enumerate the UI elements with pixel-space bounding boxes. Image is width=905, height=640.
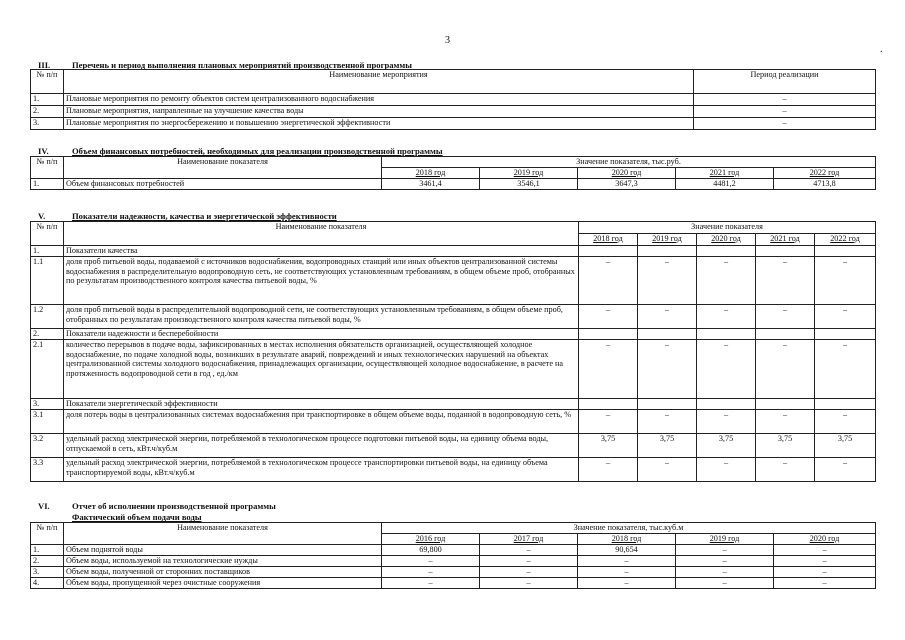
row-value: 3461,4 xyxy=(382,179,480,190)
year-header: 2022 год xyxy=(774,168,876,179)
section-6-title: Отчет об исполнении производственной программы xyxy=(72,501,276,511)
section-6-number: VI. xyxy=(38,501,50,511)
row-value: – xyxy=(579,257,638,305)
row-period: – xyxy=(694,118,876,130)
row-name: Плановые мероприятия, направленные на улучшение качества воды xyxy=(64,106,694,118)
year-header: 2019 год xyxy=(638,234,697,246)
row-value: – xyxy=(578,578,676,589)
row-num: 4. xyxy=(31,578,64,589)
header-value: Значение показателя, тыс.руб. xyxy=(382,157,876,168)
row-value: – xyxy=(815,305,876,329)
row-num: 3. xyxy=(31,118,64,130)
section-6-subtitle xyxy=(72,512,202,522)
row-value: – xyxy=(578,556,676,567)
year-header: 2020 год xyxy=(578,168,676,179)
row-value: 3,75 xyxy=(815,434,876,458)
row-value: 4713,8 xyxy=(774,179,876,190)
row-name: Плановые мероприятия по ремонту объектов систем централизованного водоснабжения xyxy=(64,94,694,106)
row-value: – xyxy=(756,340,815,399)
table-row xyxy=(31,567,876,578)
row-value: – xyxy=(382,567,480,578)
row-num: 1.1 xyxy=(31,257,64,305)
row-num: 1. xyxy=(31,545,64,556)
table-row xyxy=(31,545,876,556)
row-value: 90,654 xyxy=(578,545,676,556)
row-value: – xyxy=(480,567,578,578)
header-name: Наименование показателя xyxy=(64,222,579,246)
row-value: 4481,2 xyxy=(676,179,774,190)
row-value: – xyxy=(480,556,578,567)
row-value: – xyxy=(676,567,774,578)
section-6-table xyxy=(30,522,876,589)
row-value: – xyxy=(774,578,876,589)
year-header: 2018 год xyxy=(578,534,676,545)
row-value: – xyxy=(638,458,697,482)
table-row xyxy=(31,106,876,118)
year-header: 2019 год xyxy=(480,168,578,179)
table-row xyxy=(31,118,876,130)
row-value: – xyxy=(774,556,876,567)
row-value: 3,75 xyxy=(756,434,815,458)
row-value: – xyxy=(638,410,697,434)
row-num: 3.2 xyxy=(31,434,64,458)
section-3-table xyxy=(30,69,876,130)
row-num: 2. xyxy=(31,329,64,340)
year-header: 2018 год xyxy=(579,234,638,246)
year-header: 2022 год xyxy=(815,234,876,246)
year-header: 2020 год xyxy=(697,234,756,246)
row-value: 3,75 xyxy=(579,434,638,458)
row-name: удельный расход электрической энергии, потребляемой в технологическом процессе подготовки питьевой воды, на единицу объема воды, отпускаемой в сеть, кВт.ч/куб.м xyxy=(64,434,579,458)
row-num: 2. xyxy=(31,106,64,118)
row-value: – xyxy=(697,340,756,399)
group-row xyxy=(31,399,876,410)
header-num: № п/п xyxy=(31,157,64,179)
row-value: 3,75 xyxy=(638,434,697,458)
header-name: Наименование показателя xyxy=(64,157,382,179)
table-header-row xyxy=(31,157,876,168)
row-value: – xyxy=(480,545,578,556)
section-6-subtitle-text: Фактический объем подачи воды xyxy=(72,512,202,522)
table-header-row xyxy=(31,70,876,94)
table-row xyxy=(31,578,876,589)
row-value: – xyxy=(774,545,876,556)
group-row xyxy=(31,246,876,257)
table-row xyxy=(31,305,876,329)
row-num: 1. xyxy=(31,246,64,257)
row-name: количество перерывов в подаче воды, зафиксированных в местах исполнения обязательств организацией, осуществляющей холодное водоснабжение, по подаче холодной воды, возникших в результате аварий, повреждений и иных технологических нарушений на объектах централизованной системы холодного водоснабжения, принадлежащих организации, осуществляющей холодное водоснабжение, в расчете на протяженность водопроводной сети в год , ед./км xyxy=(64,340,579,399)
row-value: – xyxy=(638,257,697,305)
section-5-heading xyxy=(38,211,337,221)
row-value: – xyxy=(815,410,876,434)
table-row xyxy=(31,257,876,305)
section-5-table xyxy=(30,221,876,482)
row-value: – xyxy=(382,578,480,589)
row-value: 3647,3 xyxy=(578,179,676,190)
row-value: – xyxy=(815,257,876,305)
row-value: – xyxy=(382,556,480,567)
row-period: – xyxy=(694,106,876,118)
row-value: – xyxy=(756,410,815,434)
row-name: Объем воды, используемой на технологические нужды xyxy=(64,556,382,567)
section-3-title: Перечень и период выполнения плановых мероприятий производственной программы xyxy=(72,60,412,70)
row-value: – xyxy=(815,458,876,482)
row-value: – xyxy=(676,545,774,556)
section-4-heading xyxy=(38,146,443,156)
row-value: – xyxy=(579,458,638,482)
row-value: – xyxy=(697,257,756,305)
table-row xyxy=(31,434,876,458)
row-name: доля проб питьевой воды, подаваемой с источников водоснабжения, водопроводных станций или иных объектов централизованной системы водоснабжения в распределительную водопроводную сеть, не соответствующих установленным требованиям, в общем объеме проб, отобранных по результатам производственного контроля качества питьевой воды, % xyxy=(64,257,579,305)
row-name: Плановые мероприятия по энергосбережению и повышению энергетической эффективности xyxy=(64,118,694,130)
header-num: № п/п xyxy=(31,70,64,94)
section-6-heading xyxy=(38,501,276,511)
row-value: – xyxy=(756,458,815,482)
group-row xyxy=(31,329,876,340)
row-period: – xyxy=(694,94,876,106)
row-name: доля проб питьевой воды в распределительной водопроводной сети, не соответствующих установленным требованиям, в общем объеме проб, отобранных по результатам производственного контроля качества питьевой воды, % xyxy=(64,305,579,329)
row-value: – xyxy=(480,578,578,589)
year-header: 2016 год xyxy=(382,534,480,545)
section-5-title: Показатели надежности, качества и энергетической эффективности xyxy=(72,211,337,221)
row-name: доля потерь воды в централизованных системах водоснабжения при транспортировке в общем объеме воды, поданной в водопроводную сеть, % xyxy=(64,410,579,434)
table-row xyxy=(31,94,876,106)
year-header: 2021 год xyxy=(756,234,815,246)
row-name: Показатели качества xyxy=(64,246,579,257)
header-value: Значение показателя, тыс.куб.м xyxy=(382,523,876,534)
page-number: 3 xyxy=(445,35,450,46)
row-value: – xyxy=(697,305,756,329)
table-row xyxy=(31,458,876,482)
row-value: – xyxy=(676,556,774,567)
header-num: № п/п xyxy=(31,523,64,545)
table-header-row xyxy=(31,523,876,534)
row-num: 3. xyxy=(31,399,64,410)
row-value: – xyxy=(676,578,774,589)
row-name: Объем поднятой воды xyxy=(64,545,382,556)
section-3-number: III. xyxy=(38,60,51,70)
table-row xyxy=(31,179,876,190)
section-4-table xyxy=(30,156,876,190)
row-num: 3.3 xyxy=(31,458,64,482)
header-period: Период реализации xyxy=(694,70,876,94)
row-num: 1. xyxy=(31,94,64,106)
row-num: 1.2 xyxy=(31,305,64,329)
row-value: – xyxy=(756,305,815,329)
row-value: – xyxy=(579,305,638,329)
table-row xyxy=(31,410,876,434)
row-value: – xyxy=(578,567,676,578)
row-num: 3.1 xyxy=(31,410,64,434)
row-name: Объем воды, пропущенной через очистные сооружения xyxy=(64,578,382,589)
row-value: 3,75 xyxy=(697,434,756,458)
row-value: – xyxy=(697,458,756,482)
year-header: 2018 год xyxy=(382,168,480,179)
header-name: Наименование показателя xyxy=(64,523,382,545)
year-header: 2021 год xyxy=(676,168,774,179)
row-value: – xyxy=(579,340,638,399)
row-num: 3. xyxy=(31,567,64,578)
table-row xyxy=(31,556,876,567)
table-header-row xyxy=(31,222,876,234)
row-value: – xyxy=(579,410,638,434)
table-row xyxy=(31,340,876,399)
header-value: Значение показателя xyxy=(579,222,876,234)
row-value: 3546,1 xyxy=(480,179,578,190)
section-5-number: V. xyxy=(38,211,46,221)
row-value: – xyxy=(756,257,815,305)
section-4-number: IV. xyxy=(38,146,49,156)
row-name: удельный расход электрической энергии, потребляемой в технологическом процессе транспортировки питьевой воды, на единицу объема транспортируемой воды, кВт.ч/куб.м xyxy=(64,458,579,482)
section-4-title: Объем финансовых потребностей, необходимых для реализации производственной программы xyxy=(72,146,443,156)
year-header: 2017 год xyxy=(480,534,578,545)
header-name: Наименование мероприятия xyxy=(64,70,694,94)
row-value: – xyxy=(815,340,876,399)
row-value: – xyxy=(638,305,697,329)
row-name: Объем финансовых потребностей xyxy=(64,179,382,190)
year-header: 2020 год xyxy=(774,534,876,545)
row-value: – xyxy=(697,410,756,434)
page-mark: . xyxy=(880,44,883,55)
row-value: – xyxy=(638,340,697,399)
row-name: Показатели надежности и бесперебойности xyxy=(64,329,579,340)
header-num: № п/п xyxy=(31,222,64,246)
row-name: Показатели энергетической эффективности xyxy=(64,399,579,410)
row-num: 2.1 xyxy=(31,340,64,399)
row-value: – xyxy=(774,567,876,578)
row-num: 1. xyxy=(31,179,64,190)
row-num: 2. xyxy=(31,556,64,567)
row-value: 69,800 xyxy=(382,545,480,556)
year-header: 2019 год xyxy=(676,534,774,545)
row-name: Объем воды, полученной от сторонних поставщиков xyxy=(64,567,382,578)
